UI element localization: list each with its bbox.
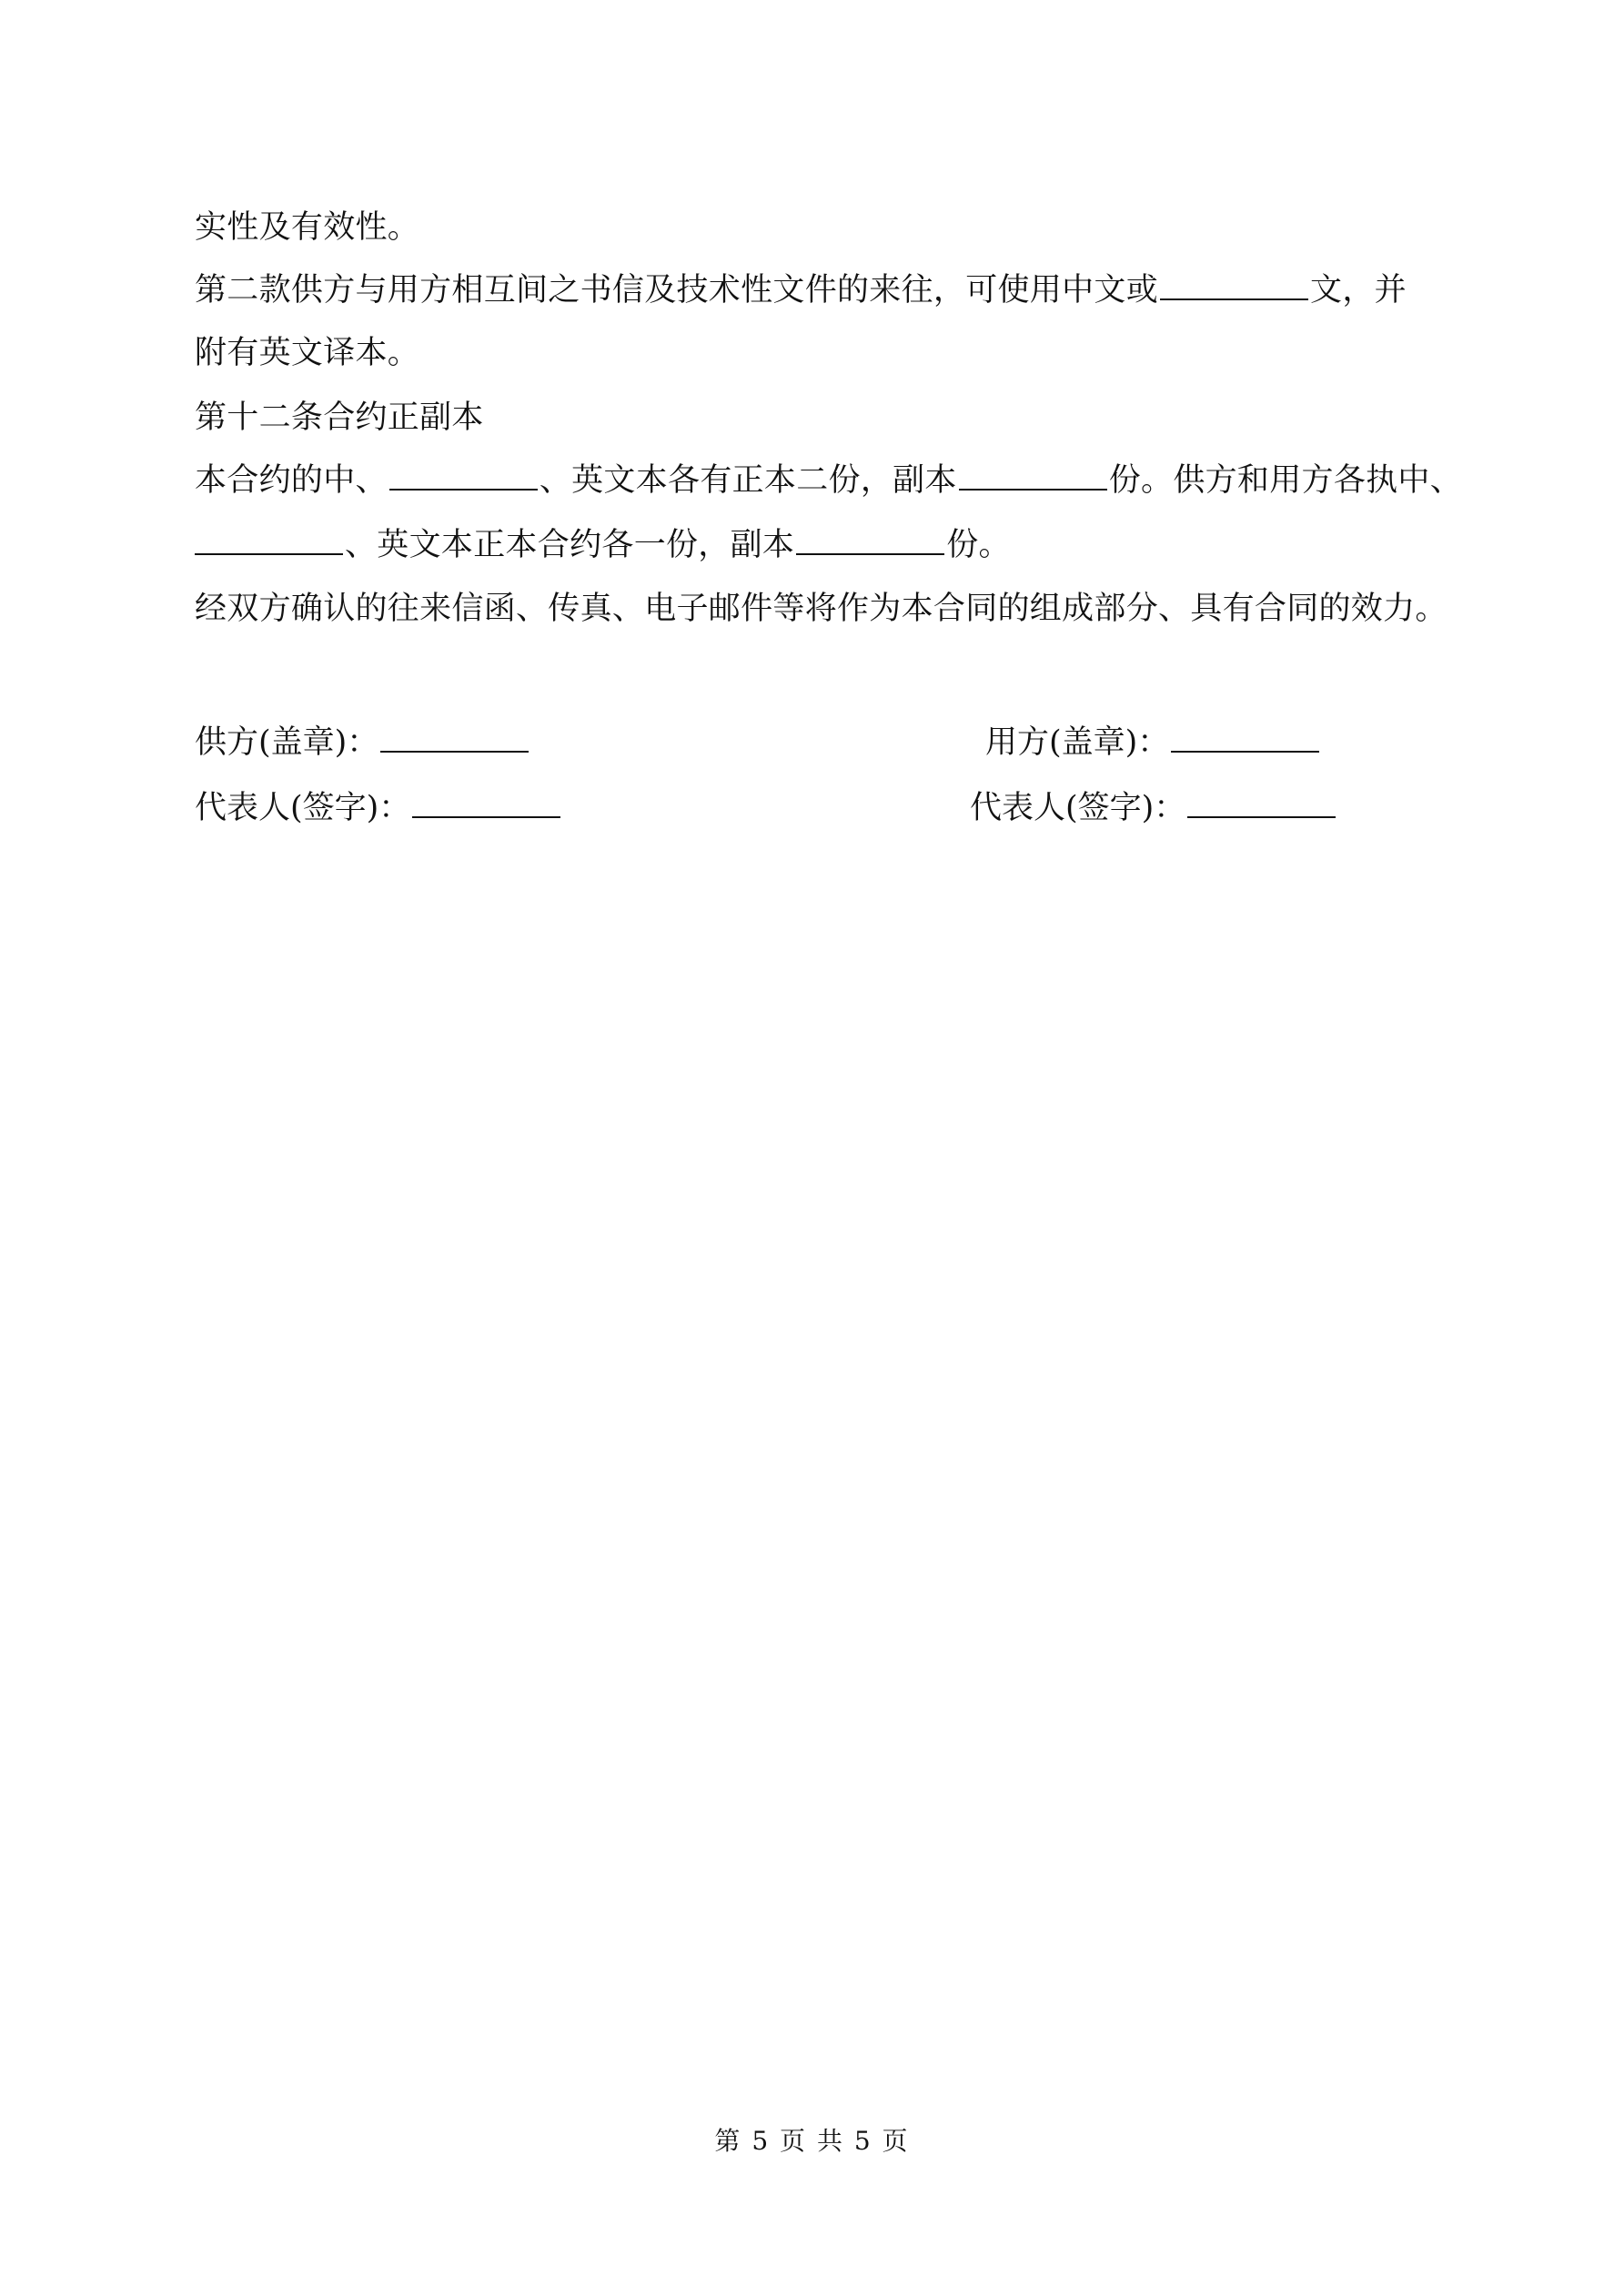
text: 第十二条合约正副本 [195,400,484,436]
user-seal-label: 用方(盖章)： [985,724,1170,761]
text: 经双方确认的往来信函、传真、电子邮件等将作为本合同的组成部分、具有合同的效力。 [195,591,1447,627]
fill-in-blank[interactable] [959,461,1107,491]
fill-in-blank[interactable] [1160,271,1308,300]
text: 份。供方和用方各执中、 [1108,462,1463,499]
user-seal-line [985,723,1321,763]
supplier-seal-label: 供方(盖章)： [195,724,379,761]
paragraph-line [195,460,1462,501]
fill-in-blank[interactable] [195,526,343,555]
fill-in-blank[interactable] [389,461,538,491]
supplier-rep-label: 代表人(签字)： [195,790,411,826]
text: 、英文本各有正本二份，副本 [539,462,957,499]
paragraph-line [195,207,419,248]
paragraph-line [195,333,419,373]
text: 文，并 [1310,272,1407,308]
user-rep-line [970,788,1337,828]
text: 本合约的中、 [195,462,388,499]
user-rep-label: 代表人(签字)： [970,790,1186,826]
text: 第二款供方与用方相互间之书信及技术性文件的来往，可使用中文或 [195,272,1159,308]
paragraph-line [195,270,1407,310]
text: 份。 [946,527,1011,563]
user-rep-blank[interactable] [1187,789,1336,818]
page-number: 第 5 页 共 5 页 [714,2126,910,2156]
fill-in-blank[interactable] [796,526,944,555]
supplier-rep-line [195,788,562,828]
paragraph-line [195,589,1447,629]
supplier-seal-blank[interactable] [380,723,529,753]
user-seal-blank[interactable] [1171,723,1319,753]
text: 实性及有效性。 [195,209,420,246]
paragraph-line [195,525,1011,565]
text: 附有英文译本。 [195,335,420,371]
supplier-rep-blank[interactable] [412,789,560,818]
supplier-seal-line [195,723,530,763]
section-heading [195,398,484,438]
text: 、英文本正本合约各一份，副本 [345,527,795,563]
